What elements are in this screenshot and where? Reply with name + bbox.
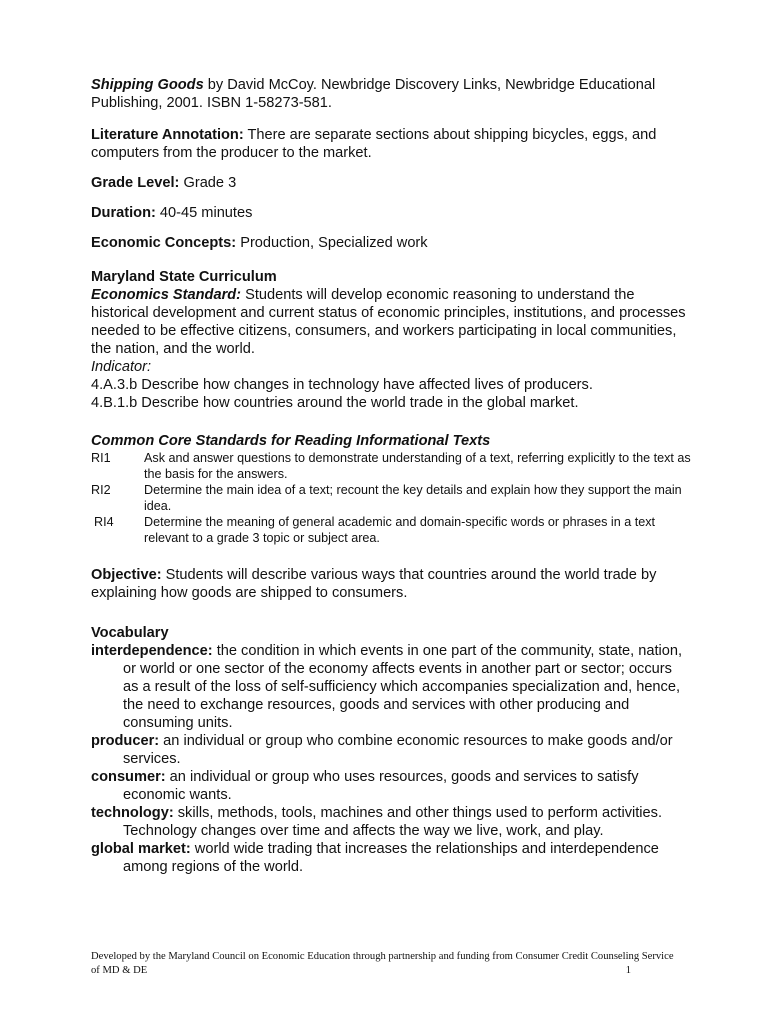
vocabulary-heading: Vocabulary bbox=[91, 625, 169, 641]
objective-text: Students will describe various ways that countries around the world trade by explaining how goods are shipped to consumers. bbox=[91, 567, 657, 601]
annotation-label: Literature Annotation: bbox=[91, 127, 244, 143]
vocabulary-definition: an individual or group who combine economic resources to make goods and/or services. bbox=[123, 733, 673, 767]
citation-details: by David McCoy. Newbridge Discovery Links, Newbridge Educational Publishing, 2001. ISBN 1-58273-581. bbox=[91, 77, 656, 111]
literature-annotation bbox=[91, 126, 691, 162]
grade-label: Grade Level: bbox=[91, 175, 180, 191]
annotation-text: There are separate sections about shipping bicycles, eggs, and computers from the producer to the market. bbox=[91, 127, 657, 161]
standards-list bbox=[91, 450, 691, 546]
standard-text: Determine the meaning of general academic and domain-specific words or phrases in a text relevant to a grade 3 topic or subject area. bbox=[144, 515, 656, 545]
standard-code: RI2 bbox=[91, 483, 111, 497]
page-number: 1 bbox=[625, 965, 631, 976]
vocabulary-entry bbox=[91, 732, 691, 768]
duration bbox=[91, 204, 691, 222]
vocabulary-term: interdependence: bbox=[91, 643, 213, 659]
objective bbox=[91, 566, 691, 602]
vocabulary-entry bbox=[91, 642, 691, 732]
economic-concepts bbox=[91, 234, 691, 252]
grade-text: Grade 3 bbox=[179, 175, 237, 191]
book-citation bbox=[91, 76, 691, 112]
indicator-item: 4.B.1.b Describe how countries around the world trade in the global market. bbox=[91, 395, 579, 411]
common-core-heading: Common Core Standards for Reading Informational Texts bbox=[91, 433, 491, 449]
standard-row bbox=[91, 450, 691, 482]
vocabulary-term: global market: bbox=[91, 841, 191, 857]
objective-label: Objective: bbox=[91, 567, 162, 583]
vocabulary-definition: the condition in which events in one part of the community, state, nation, or world or one sector of the economy affects events in another part or sector; occurs as a result of the loss of self-sufficiency which accompanies specialization and, hence, the need to exchange resources, goods and services with other producing and consuming units. bbox=[123, 643, 683, 731]
concepts-label: Economic Concepts: bbox=[91, 235, 237, 251]
vocabulary-definition: skills, methods, tools, machines and other things used to perform activities. Technology changes over time and affects the way we live, work, and play. bbox=[123, 805, 663, 839]
vocabulary-entry bbox=[91, 840, 691, 876]
vocabulary-term: technology: bbox=[91, 805, 174, 821]
maryland-curriculum bbox=[91, 268, 691, 412]
standard-row bbox=[91, 482, 691, 514]
curriculum-heading: Maryland State Curriculum bbox=[91, 269, 277, 285]
indicator-label: Indicator: bbox=[91, 359, 152, 375]
common-core-standards bbox=[91, 432, 691, 546]
vocabulary-term: producer: bbox=[91, 733, 160, 749]
standard-code: RI4 bbox=[94, 515, 114, 529]
page-footer bbox=[91, 950, 677, 978]
vocabulary-entry bbox=[91, 804, 691, 840]
vocabulary-definition: world wide trading that increases the relationships and interdependence among regions of the world. bbox=[123, 841, 659, 875]
vocabulary-term: consumer: bbox=[91, 769, 166, 785]
concepts-text: Production, Specialized work bbox=[236, 235, 428, 251]
indicator-item: 4.A.3.b Describe how changes in technology have affected lives of producers. bbox=[91, 377, 593, 393]
economics-standard bbox=[91, 286, 691, 358]
vocabulary-section bbox=[91, 624, 691, 876]
grade-level bbox=[91, 174, 691, 192]
standard-text: Ask and answer questions to demonstrate understanding of a text, referring explicitly to the text as the basis for the answers. bbox=[144, 451, 691, 481]
footer-text: Developed by the Maryland Council on Economic Education through partnership and funding from Consumer Credit Counseling Service of MD & DE bbox=[91, 951, 674, 976]
book-title: Shipping Goods bbox=[91, 77, 204, 93]
page-content bbox=[91, 76, 691, 876]
standard-code: RI1 bbox=[91, 451, 111, 465]
vocabulary-entry bbox=[91, 768, 691, 804]
standard-row bbox=[91, 514, 691, 546]
duration-label: Duration: bbox=[91, 205, 156, 221]
standard-text: Determine the main idea of a text; recount the key details and explain how they support the main idea. bbox=[144, 483, 682, 513]
vocabulary-definition: an individual or group who uses resources, goods and services to satisfy economic wants. bbox=[123, 769, 639, 803]
duration-text: 40-45 minutes bbox=[155, 205, 253, 221]
standard-text: Students will develop economic reasoning to understand the historical development and current status of economic principles, institutions, and processes needed to be effective citizens, consumers, and workers participating in local communities, the nation, and the world. bbox=[91, 287, 686, 357]
standard-label: Economics Standard: bbox=[91, 287, 242, 303]
